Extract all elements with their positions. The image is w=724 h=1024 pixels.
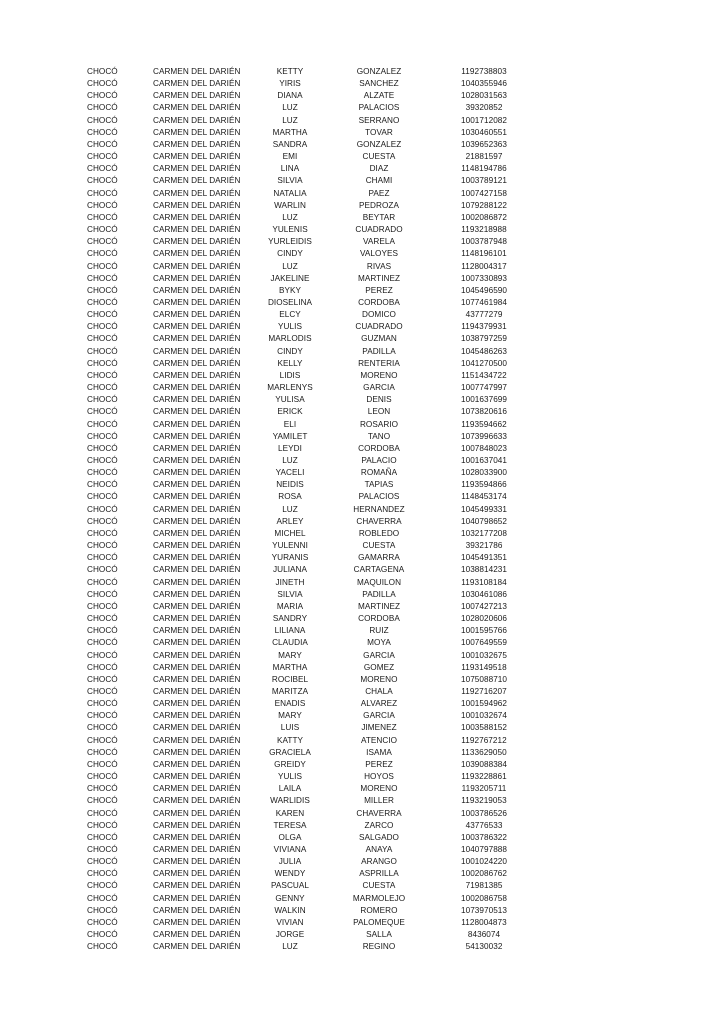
table-row: CHOCÓ CARMEN DEL DARIÉN ELCY DOMICO 43777279 [0, 309, 724, 321]
department-cell: CHOCÓ [87, 322, 118, 332]
municipality-cell: CARMEN DEL DARIÉN [153, 553, 241, 563]
department-cell: CHOCÓ [87, 492, 118, 502]
municipality-cell: CARMEN DEL DARIÉN [153, 905, 241, 915]
table-row: CHOCÓ CARMEN DEL DARIÉN LUZ HERNANDEZ 1045499331 [0, 504, 724, 516]
table-row: CHOCÓ CARMEN DEL DARIÉN VIVIANA ANAYA 1040797888 [0, 844, 724, 856]
table-row: CHOCÓ CARMEN DEL DARIÉN JINETH MAQUILON 1193108184 [0, 577, 724, 589]
table-row: CHOCÓ CARMEN DEL DARIÉN MARIA MARTINEZ 1007427213 [0, 601, 724, 613]
table-row: CHOCÓ CARMEN DEL DARIÉN SANDRY CORDOBA 1028020606 [0, 613, 724, 625]
table-row: CHOCÓ CARMEN DEL DARIÉN SANDRA GONZALEZ 1039652363 [0, 139, 724, 151]
table-row: CHOCÓ CARMEN DEL DARIÉN NATALIA PAEZ 1007427158 [0, 188, 724, 200]
department-cell: CHOCÓ [87, 297, 118, 307]
department-cell: CHOCÓ [87, 443, 118, 453]
table-row: CHOCÓ CARMEN DEL DARIÉN KAREN CHAVERRA 1003786526 [0, 808, 724, 820]
department-cell: CHOCÓ [87, 723, 118, 733]
municipality-cell: CARMEN DEL DARIÉN [153, 820, 241, 830]
department-cell: CHOCÓ [87, 589, 118, 599]
municipality-cell: CARMEN DEL DARIÉN [153, 79, 241, 89]
table-row: CHOCÓ CARMEN DEL DARIÉN LUZ BEYTAR 1002086872 [0, 212, 724, 224]
department-cell: CHOCÓ [87, 395, 118, 405]
department-cell: CHOCÓ [87, 832, 118, 842]
department-cell: CHOCÓ [87, 662, 118, 672]
table-row: CHOCÓ CARMEN DEL DARIÉN LUZ SERRANO 1001712082 [0, 115, 724, 127]
table-row: CHOCÓ CARMEN DEL DARIÉN GENNY MARMOLEJO 1002086758 [0, 893, 724, 905]
municipality-cell: CARMEN DEL DARIÉN [153, 796, 241, 806]
table-row: CHOCÓ CARMEN DEL DARIÉN PASCUAL CUESTA 71981385 [0, 880, 724, 892]
municipality-cell: CARMEN DEL DARIÉN [153, 772, 241, 782]
table-row: CHOCÓ CARMEN DEL DARIÉN LUZ PALACIOS 39320852 [0, 102, 724, 114]
department-cell: CHOCÓ [87, 845, 118, 854]
department-cell: CHOCÓ [87, 383, 118, 393]
municipality-cell: CARMEN DEL DARIÉN [153, 845, 241, 854]
municipality-cell: CARMEN DEL DARIÉN [153, 249, 241, 259]
municipality-cell: CARMEN DEL DARIÉN [153, 310, 241, 320]
table-row: CHOCÓ CARMEN DEL DARIÉN WARLIDIS MILLER 1193219053 [0, 795, 724, 807]
table-row: CHOCÓ CARMEN DEL DARIÉN YURANIS GAMARRA 1045491351 [0, 552, 724, 564]
municipality-cell: CARMEN DEL DARIÉN [153, 528, 241, 538]
municipality-cell: CARMEN DEL DARIÉN [153, 589, 241, 599]
municipality-cell: CARMEN DEL DARIÉN [153, 188, 241, 198]
department-cell: CHOCÓ [87, 103, 118, 113]
table-row: CHOCÓ CARMEN DEL DARIÉN MICHEL ROBLEDO 1032177208 [0, 528, 724, 540]
department-cell: CHOCÓ [87, 686, 118, 696]
department-cell: CHOCÓ [87, 67, 118, 76]
municipality-cell: CARMEN DEL DARIÉN [153, 152, 241, 162]
department-cell: CHOCÓ [87, 626, 118, 636]
municipality-cell: CARMEN DEL DARIÉN [153, 674, 241, 684]
table-row: CHOCÓ CARMEN DEL DARIÉN BYKY PEREZ 1045496590 [0, 285, 724, 297]
department-cell: CHOCÓ [87, 127, 118, 137]
municipality-cell: CARMEN DEL DARIÉN [153, 626, 241, 636]
table-row: CHOCÓ CARMEN DEL DARIÉN ARLEY CHAVERRA 1040798652 [0, 516, 724, 528]
department-cell: CHOCÓ [87, 139, 118, 149]
table-row: CHOCÓ CARMEN DEL DARIÉN EMI CUESTA 21881597 [0, 151, 724, 163]
department-cell: CHOCÓ [87, 808, 118, 818]
municipality-cell: CARMEN DEL DARIÉN [153, 225, 241, 235]
table-row: CHOCÓ CARMEN DEL DARIÉN LUIS JIMENEZ 1003588152 [0, 722, 724, 734]
municipality-cell: CARMEN DEL DARIÉN [153, 456, 241, 465]
department-cell: CHOCÓ [87, 115, 118, 125]
municipality-cell: CARMEN DEL DARIÉN [153, 601, 241, 611]
table-row: CHOCÓ CARMEN DEL DARIÉN MARTHA GOMEZ 1193149518 [0, 662, 724, 674]
department-cell: CHOCÓ [87, 212, 118, 222]
department-cell: CHOCÓ [87, 310, 118, 320]
municipality-cell: CARMEN DEL DARIÉN [153, 115, 241, 125]
records-table [0, 66, 724, 953]
table-row: CHOCÓ CARMEN DEL DARIÉN LEYDI CORDOBA 1007848023 [0, 443, 724, 455]
table-row: CHOCÓ CARMEN DEL DARIÉN MARLENYS GARCIA 1007747997 [0, 382, 724, 394]
table-row: CHOCÓ CARMEN DEL DARIÉN JULIA ARANGO 1001024220 [0, 856, 724, 868]
table-row: CHOCÓ CARMEN DEL DARIÉN ERICK LEON 1073820616 [0, 406, 724, 418]
municipality-cell: CARMEN DEL DARIÉN [153, 212, 241, 222]
municipality-cell: CARMEN DEL DARIÉN [153, 565, 241, 575]
municipality-cell: CARMEN DEL DARIÉN [153, 370, 241, 380]
department-cell: CHOCÓ [87, 79, 118, 89]
municipality-cell: CARMEN DEL DARIÉN [153, 200, 241, 210]
table-row: CHOCÓ CARMEN DEL DARIÉN JULIANA CARTAGENA 1038814231 [0, 564, 724, 576]
municipality-cell: CARMEN DEL DARIÉN [153, 407, 241, 417]
municipality-cell: CARMEN DEL DARIÉN [153, 139, 241, 149]
department-cell: CHOCÓ [87, 917, 118, 927]
table-row: CHOCÓ CARMEN DEL DARIÉN KELLY RENTERIA 1041270500 [0, 358, 724, 370]
table-row: CHOCÓ CARMEN DEL DARIÉN KATTY ATENCIO 1192767212 [0, 735, 724, 747]
municipality-cell: CARMEN DEL DARIÉN [153, 650, 241, 660]
table-row: CHOCÓ CARMEN DEL DARIÉN YACELI ROMAÑA 1028033900 [0, 467, 724, 479]
municipality-cell: CARMEN DEL DARIÉN [153, 662, 241, 672]
municipality-cell: CARMEN DEL DARIÉN [153, 322, 241, 332]
department-cell: CHOCÓ [87, 419, 118, 429]
table-row: CHOCÓ CARMEN DEL DARIÉN DIANA ALZATE 1028031563 [0, 90, 724, 102]
municipality-cell: CARMEN DEL DARIÉN [153, 261, 241, 271]
table-row: CHOCÓ CARMEN DEL DARIÉN YULENIS CUADRADO 1193218988 [0, 224, 724, 236]
municipality-cell: CARMEN DEL DARIÉN [153, 443, 241, 453]
department-cell: CHOCÓ [87, 674, 118, 684]
table-row: CHOCÓ CARMEN DEL DARIÉN LIDIS MORENO 1151434722 [0, 370, 724, 382]
table-row: CHOCÓ CARMEN DEL DARIÉN JAKELINE MARTINEZ 1007330893 [0, 273, 724, 285]
municipality-cell: CARMEN DEL DARIÉN [153, 881, 241, 891]
municipality-cell: CARMEN DEL DARIÉN [153, 127, 241, 137]
municipality-cell: CARMEN DEL DARIÉN [153, 273, 241, 283]
department-cell: CHOCÓ [87, 249, 118, 259]
department-cell: CHOCÓ [87, 747, 118, 757]
department-cell: CHOCÓ [87, 772, 118, 782]
table-row: CHOCÓ CARMEN DEL DARIÉN YIRIS SANCHEZ 1040355946 [0, 78, 724, 90]
table-row: CHOCÓ CARMEN DEL DARIÉN NEIDIS TAPIAS 1193594866 [0, 479, 724, 491]
municipality-cell: CARMEN DEL DARIÉN [153, 431, 241, 441]
municipality-cell: CARMEN DEL DARIÉN [153, 419, 241, 429]
municipality-cell: CARMEN DEL DARIÉN [153, 747, 241, 757]
municipality-cell: CARMEN DEL DARIÉN [153, 480, 241, 490]
department-cell: CHOCÓ [87, 225, 118, 235]
municipality-cell: CARMEN DEL DARIÉN [153, 869, 241, 879]
department-cell: CHOCÓ [87, 528, 118, 538]
table-row: CHOCÓ CARMEN DEL DARIÉN ROSA PALACIOS 1148453174 [0, 491, 724, 503]
department-cell: CHOCÓ [87, 358, 118, 368]
table-row: CHOCÓ CARMEN DEL DARIÉN GREIDY PEREZ 1039088384 [0, 759, 724, 771]
table-row: CHOCÓ CARMEN DEL DARIÉN SILVIA CHAMI 1003789121 [0, 175, 724, 187]
municipality-cell: CARMEN DEL DARIÉN [153, 893, 241, 903]
municipality-cell: CARMEN DEL DARIÉN [153, 297, 241, 307]
table-row: CHOCÓ CARMEN DEL DARIÉN YAMILET TANO 1073996633 [0, 431, 724, 443]
table-row: CHOCÓ CARMEN DEL DARIÉN SILVIA PADILLA 1030461086 [0, 589, 724, 601]
table-row: CHOCÓ CARMEN DEL DARIÉN MARTHA TOVAR 1030460551 [0, 127, 724, 139]
municipality-cell: CARMEN DEL DARIÉN [153, 176, 241, 186]
municipality-cell: CARMEN DEL DARIÉN [153, 285, 241, 295]
municipality-cell: CARMEN DEL DARIÉN [153, 237, 241, 247]
table-row: CHOCÓ CARMEN DEL DARIÉN MARITZA CHALA 1192716207 [0, 686, 724, 698]
municipality-cell: CARMEN DEL DARIÉN [153, 67, 241, 76]
table-row: CHOCÓ CARMEN DEL DARIÉN VIVIAN PALOMEQUE 1128004873 [0, 917, 724, 929]
department-cell: CHOCÓ [87, 699, 118, 709]
table-row: CHOCÓ CARMEN DEL DARIÉN WARLIN PEDROZA 1079288122 [0, 200, 724, 212]
department-cell: CHOCÓ [87, 407, 118, 417]
municipality-cell: CARMEN DEL DARIÉN [153, 832, 241, 842]
table-row: CHOCÓ CARMEN DEL DARIÉN LINA DIAZ 1148194786 [0, 163, 724, 175]
department-cell: CHOCÓ [87, 188, 118, 198]
department-cell: CHOCÓ [87, 370, 118, 380]
department-cell: CHOCÓ [87, 942, 118, 952]
department-cell: CHOCÓ [87, 614, 118, 624]
table-row: CHOCÓ CARMEN DEL DARIÉN ROCIBEL MORENO 1075088710 [0, 674, 724, 686]
municipality-cell: CARMEN DEL DARIÉN [153, 468, 241, 478]
table-row: CHOCÓ CARMEN DEL DARIÉN MARY GARCIA 1001032674 [0, 710, 724, 722]
municipality-cell: CARMEN DEL DARIÉN [153, 492, 241, 502]
department-cell: CHOCÓ [87, 468, 118, 478]
municipality-cell: CARMEN DEL DARIÉN [153, 164, 241, 174]
department-cell: CHOCÓ [87, 735, 118, 745]
department-cell: CHOCÓ [87, 893, 118, 903]
table-row: CHOCÓ CARMEN DEL DARIÉN LILIANA RUIZ 1001595766 [0, 625, 724, 637]
department-cell: CHOCÓ [87, 91, 118, 101]
department-cell: CHOCÓ [87, 431, 118, 441]
department-cell: CHOCÓ [87, 504, 118, 514]
table-row: CHOCÓ CARMEN DEL DARIÉN TERESA ZARCO 43776533 [0, 820, 724, 832]
table-row: CHOCÓ CARMEN DEL DARIÉN ELI ROSARIO 1193594662 [0, 419, 724, 431]
department-cell: CHOCÓ [87, 565, 118, 575]
municipality-cell: CARMEN DEL DARIÉN [153, 784, 241, 794]
municipality-cell: CARMEN DEL DARIÉN [153, 516, 241, 526]
municipality-cell: CARMEN DEL DARIÉN [153, 857, 241, 867]
department-cell: CHOCÓ [87, 152, 118, 162]
department-cell: CHOCÓ [87, 577, 118, 587]
municipality-cell: CARMEN DEL DARIÉN [153, 541, 241, 551]
table-row: CHOCÓ CARMEN DEL DARIÉN JORGE SALLA 8436074 [0, 929, 724, 941]
department-cell: CHOCÓ [87, 200, 118, 210]
table-row: CHOCÓ CARMEN DEL DARIÉN DIOSELINA CORDOBA 1077461984 [0, 297, 724, 309]
table-row: CHOCÓ CARMEN DEL DARIÉN CINDY PADILLA 1045486263 [0, 346, 724, 358]
table-row: CHOCÓ CARMEN DEL DARIÉN GRACIELA ISAMA 1133629050 [0, 747, 724, 759]
municipality-cell: CARMEN DEL DARIÉN [153, 346, 241, 356]
department-cell: CHOCÓ [87, 650, 118, 660]
municipality-cell: CARMEN DEL DARIÉN [153, 614, 241, 624]
table-row: CHOCÓ CARMEN DEL DARIÉN YULIS CUADRADO 1194379931 [0, 321, 724, 333]
department-cell: CHOCÓ [87, 176, 118, 186]
municipality-cell: CARMEN DEL DARIÉN [153, 504, 241, 514]
table-row: CHOCÓ CARMEN DEL DARIÉN MARY GARCIA 1001032675 [0, 650, 724, 662]
municipality-cell: CARMEN DEL DARIÉN [153, 91, 241, 101]
municipality-cell: CARMEN DEL DARIÉN [153, 395, 241, 405]
department-cell: CHOCÓ [87, 857, 118, 867]
department-cell: CHOCÓ [87, 759, 118, 769]
municipality-cell: CARMEN DEL DARIÉN [153, 759, 241, 769]
municipality-cell: CARMEN DEL DARIÉN [153, 358, 241, 368]
municipality-cell: CARMEN DEL DARIÉN [153, 930, 241, 940]
municipality-cell: CARMEN DEL DARIÉN [153, 942, 241, 952]
table-row: CHOCÓ CARMEN DEL DARIÉN CLAUDIA MOYA 1007649559 [0, 637, 724, 649]
table-row: CHOCÓ CARMEN DEL DARIÉN WENDY ASPRILLA 1002086762 [0, 868, 724, 880]
department-cell: CHOCÓ [87, 334, 118, 344]
department-cell: CHOCÓ [87, 905, 118, 915]
department-cell: CHOCÓ [87, 881, 118, 891]
department-cell: CHOCÓ [87, 711, 118, 721]
department-cell: CHOCÓ [87, 784, 118, 794]
department-cell: CHOCÓ [87, 638, 118, 648]
table-row: CHOCÓ CARMEN DEL DARIÉN WALKIN ROMERO 1073970513 [0, 905, 724, 917]
department-cell: CHOCÓ [87, 869, 118, 879]
municipality-cell: CARMEN DEL DARIÉN [153, 699, 241, 709]
department-cell: CHOCÓ [87, 820, 118, 830]
department-cell: CHOCÓ [87, 930, 118, 940]
department-cell: CHOCÓ [87, 164, 118, 174]
municipality-cell: CARMEN DEL DARIÉN [153, 638, 241, 648]
table-row: CHOCÓ CARMEN DEL DARIÉN YURLEIDIS VARELA 1003787948 [0, 236, 724, 248]
table-row: CHOCÓ CARMEN DEL DARIÉN CINDY VALOYES 1148196101 [0, 248, 724, 260]
municipality-cell: CARMEN DEL DARIÉN [153, 808, 241, 818]
department-cell: CHOCÓ [87, 346, 118, 356]
municipality-cell: CARMEN DEL DARIÉN [153, 383, 241, 393]
municipality-cell: CARMEN DEL DARIÉN [153, 103, 241, 113]
table-row: CHOCÓ CARMEN DEL DARIÉN YULIS HOYOS 1193228861 [0, 771, 724, 783]
municipality-cell: CARMEN DEL DARIÉN [153, 711, 241, 721]
municipality-cell: CARMEN DEL DARIÉN [153, 917, 241, 927]
department-cell: CHOCÓ [87, 456, 118, 465]
table-row: CHOCÓ CARMEN DEL DARIÉN LAILA MORENO 1193205711 [0, 783, 724, 795]
department-cell: CHOCÓ [87, 480, 118, 490]
department-cell: CHOCÓ [87, 601, 118, 611]
table-row: CHOCÓ CARMEN DEL DARIÉN MARLODIS GUZMAN 1038797259 [0, 333, 724, 345]
department-cell: CHOCÓ [87, 261, 118, 271]
municipality-cell: CARMEN DEL DARIÉN [153, 735, 241, 745]
department-cell: CHOCÓ [87, 541, 118, 551]
municipality-cell: CARMEN DEL DARIÉN [153, 686, 241, 696]
department-cell: CHOCÓ [87, 516, 118, 526]
table-row: CHOCÓ CARMEN DEL DARIÉN LUZ REGINO 54130032 [0, 941, 724, 953]
department-cell: CHOCÓ [87, 273, 118, 283]
municipality-cell: CARMEN DEL DARIÉN [153, 334, 241, 344]
table-row: CHOCÓ CARMEN DEL DARIÉN KETTY GONZALEZ 1192738803 [0, 66, 724, 78]
department-cell: CHOCÓ [87, 796, 118, 806]
municipality-cell: CARMEN DEL DARIÉN [153, 723, 241, 733]
table-row: CHOCÓ CARMEN DEL DARIÉN LUZ PALACIO 1001637041 [0, 455, 724, 467]
table-row: CHOCÓ CARMEN DEL DARIÉN ENADIS ALVAREZ 1001594962 [0, 698, 724, 710]
department-cell: CHOCÓ [87, 237, 118, 247]
department-cell: CHOCÓ [87, 285, 118, 295]
municipality-cell: CARMEN DEL DARIÉN [153, 577, 241, 587]
table-row: CHOCÓ CARMEN DEL DARIÉN YULENNI CUESTA 39321786 [0, 540, 724, 552]
table-row: CHOCÓ CARMEN DEL DARIÉN OLGA SALGADO 1003786322 [0, 832, 724, 844]
table-row: CHOCÓ CARMEN DEL DARIÉN LUZ RIVAS 1128004317 [0, 261, 724, 273]
department-cell: CHOCÓ [87, 553, 118, 563]
table-row: CHOCÓ CARMEN DEL DARIÉN YULISA DENIS 1001637699 [0, 394, 724, 406]
